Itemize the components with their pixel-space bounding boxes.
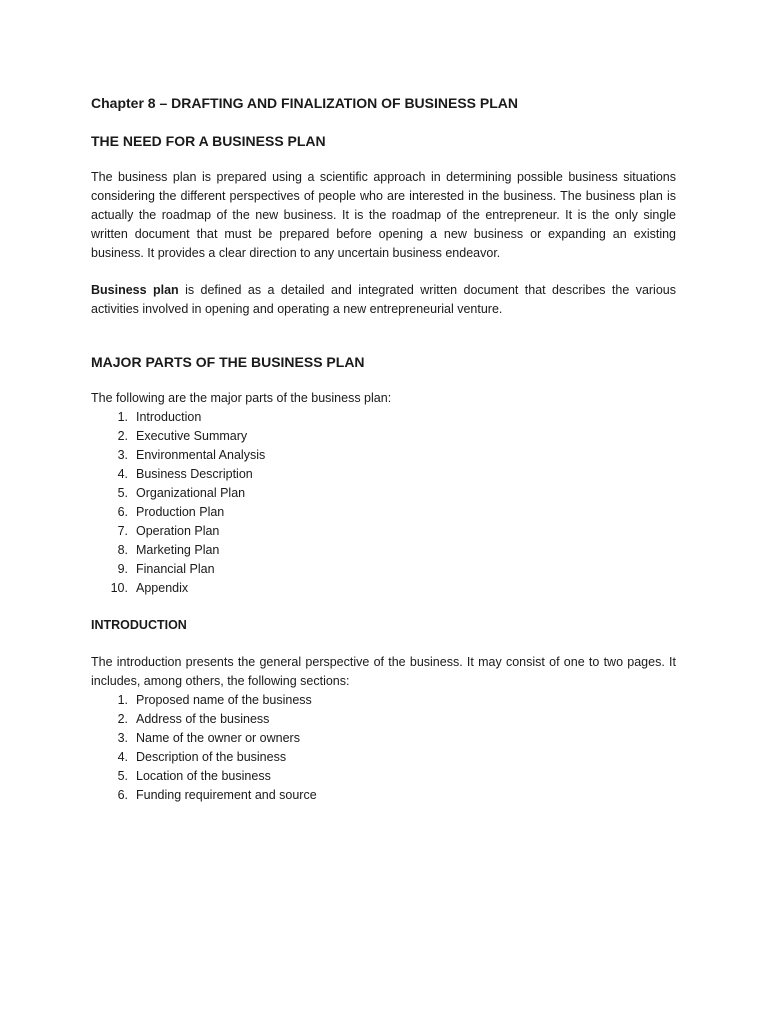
list-item: 3. Name of the owner or owners xyxy=(117,731,300,745)
major-parts-heading: MAJOR PARTS OF THE BUSINESS PLAN xyxy=(91,354,365,370)
business-plan-definition xyxy=(91,281,676,319)
list-item: 8. Marketing Plan xyxy=(117,543,220,557)
list-item: 2. Address of the business xyxy=(117,712,270,726)
list-item: 3. Environmental Analysis xyxy=(117,448,266,462)
introduction-heading: INTRODUCTION xyxy=(91,618,187,632)
need-section-paragraph: The business plan is prepared using a scientific approach in determining possible business situations considering the different perspectives of people who are interested in the business. The business plan is actually the roadmap of the new business. It is the roadmap of the entrepreneur. It is the only single written document that must be prepared before opening a new business or expanding an existing business. It provides a clear direction to any uncertain business endeavor. xyxy=(91,170,676,260)
major-parts-list xyxy=(91,408,676,598)
definition-term: Business plan xyxy=(91,283,179,297)
list-item: 4. Description of the business xyxy=(117,750,287,764)
chapter-title: Chapter 8 – DRAFTING AND FINALIZATION OF BUSINESS PLAN xyxy=(91,95,519,111)
list-item: 9. Financial Plan xyxy=(117,562,215,576)
document-page xyxy=(91,94,676,805)
major-parts-intro: The following are the major parts of the business plan: xyxy=(91,391,392,405)
list-item: 1. Proposed name of the business xyxy=(117,693,312,707)
list-item: 1. Introduction xyxy=(117,410,202,424)
definition-text: is defined as a detailed and integrated written document that describes the various activities involved in opening and operating a new entrepreneurial venture. xyxy=(91,283,676,316)
list-item: 4. Business Description xyxy=(117,467,253,481)
list-item: 6. Production Plan xyxy=(117,505,225,519)
list-item: 10. Appendix xyxy=(110,581,189,595)
need-section-heading: THE NEED FOR A BUSINESS PLAN xyxy=(91,133,326,149)
list-item: 6. Funding requirement and source xyxy=(117,788,317,802)
introduction-list xyxy=(91,691,676,805)
list-item: 5. Organizational Plan xyxy=(117,486,246,500)
introduction-paragraph: The introduction presents the general perspective of the business. It may consist of one to two pages. It includes, among others, the following sections: xyxy=(91,655,676,688)
list-item: 7. Operation Plan xyxy=(117,524,220,538)
list-item: 5. Location of the business xyxy=(117,769,271,783)
list-item: 2. Executive Summary xyxy=(117,429,248,443)
